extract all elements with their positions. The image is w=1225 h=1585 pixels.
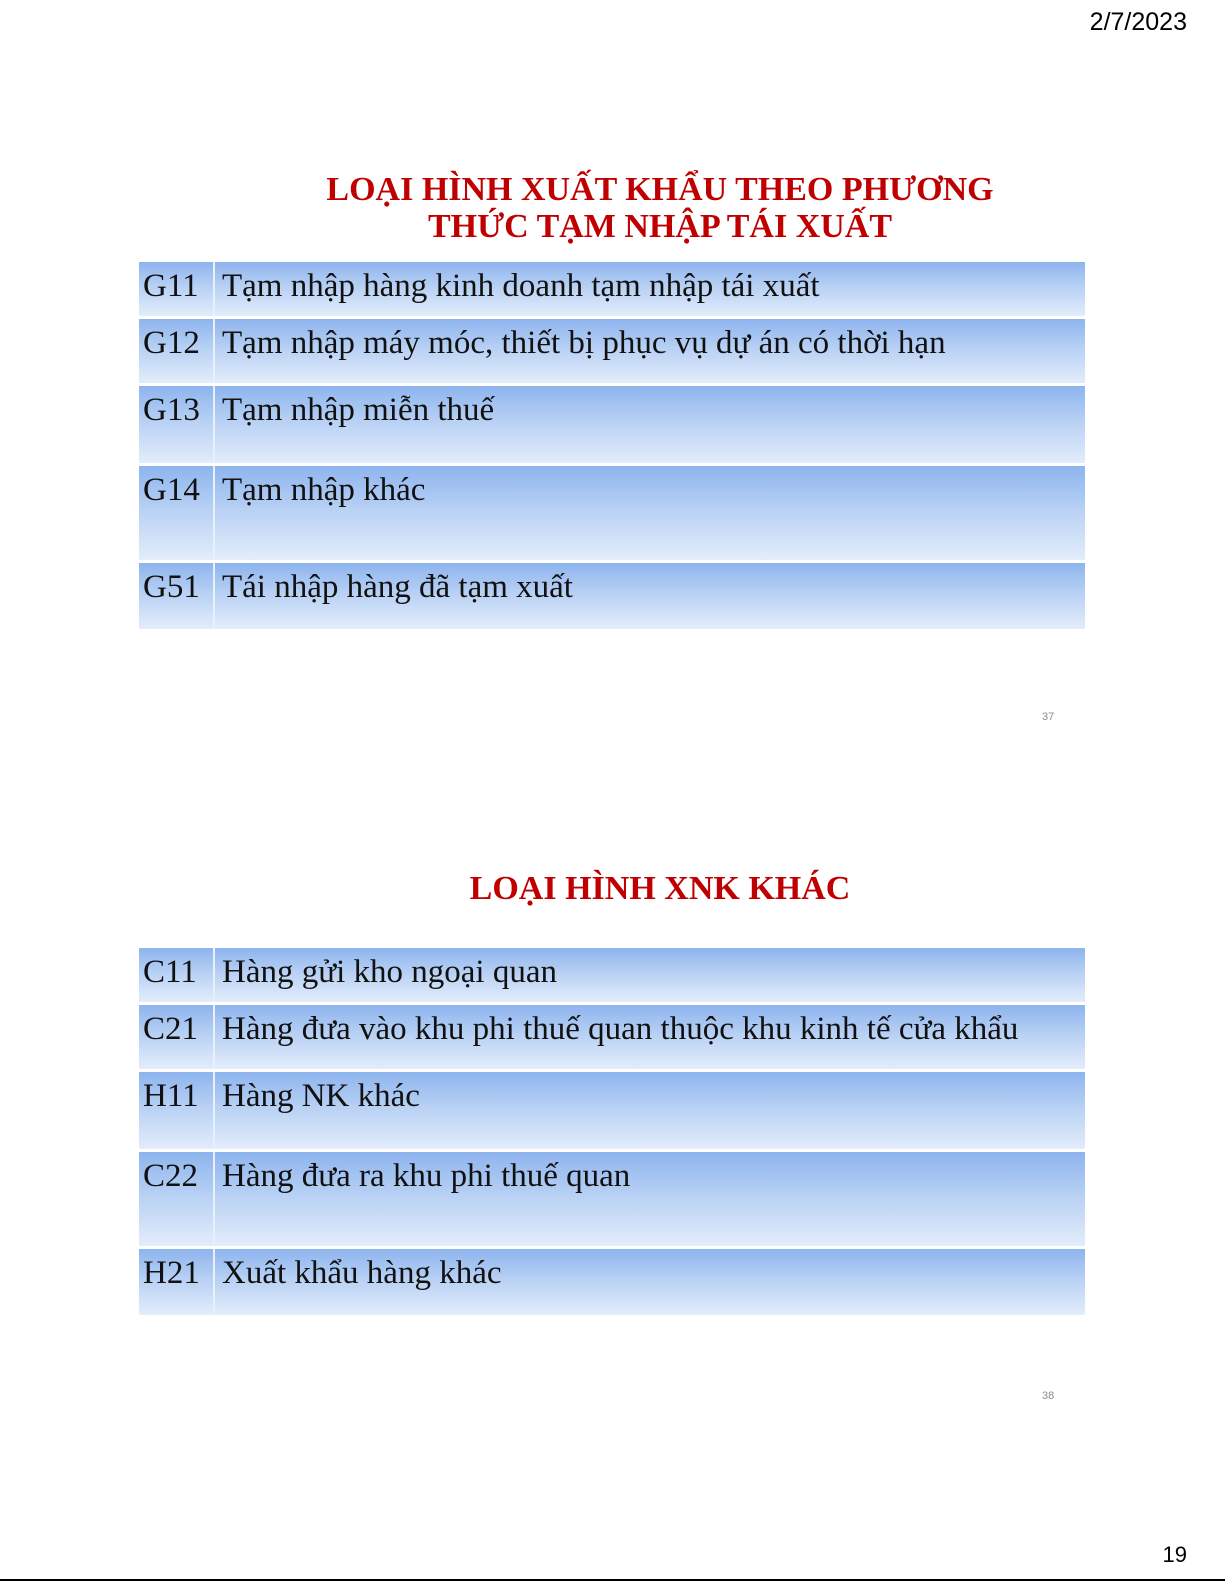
table-row: [139, 262, 1085, 316]
row-code: G13: [139, 386, 215, 463]
table-row: [139, 319, 1085, 383]
row-code: H21: [139, 1249, 215, 1315]
row-code: C11: [139, 948, 215, 1002]
row-description: Tạm nhập khác: [222, 472, 426, 508]
row-description: Hàng đưa vào khu phi thuế quan thuộc khu kinh tế cửa khẩu: [222, 1011, 1019, 1047]
table-row: [139, 1005, 1085, 1069]
page-number: 19: [1162, 1542, 1187, 1567]
row-description: Hàng gửi kho ngoại quan: [222, 954, 557, 990]
slide-number: 37: [1042, 711, 1055, 723]
row-code: G11: [139, 262, 215, 316]
table-row: [139, 1072, 1085, 1149]
slide-title: [140, 870, 1180, 907]
table-row: [139, 948, 1085, 1002]
row-code: C21: [139, 1005, 215, 1069]
row-description: Hàng đưa ra khu phi thuế quan: [222, 1158, 631, 1194]
slide-number: 38: [1042, 1390, 1055, 1402]
row-description: Tạm nhập hàng kinh doanh tạm nhập tái xuất: [222, 268, 820, 304]
row-description: Tạm nhập miễn thuế: [222, 392, 495, 428]
table-row: [139, 466, 1085, 560]
table-row: [139, 1152, 1085, 1246]
row-description: Xuất khẩu hàng khác: [222, 1255, 502, 1291]
slide-title-line: LOẠI HÌNH XUẤT KHẨU THEO PHƯƠNG: [326, 171, 994, 208]
row-code: C22: [139, 1152, 215, 1246]
row-code: G14: [139, 466, 215, 560]
document-date: 2/7/2023: [1089, 8, 1187, 36]
code-table: [139, 948, 1085, 1318]
row-code: G51: [139, 563, 215, 629]
table-row: [139, 1249, 1085, 1315]
row-description: Tạm nhập máy móc, thiết bị phục vụ dự án có thời hạn: [222, 325, 946, 361]
row-code: H11: [139, 1072, 215, 1149]
slide-title-line: THỨC TẠM NHẬP TÁI XUẤT: [427, 208, 893, 245]
row-code: G12: [139, 319, 215, 383]
code-table: [139, 262, 1085, 632]
slide-title: [140, 171, 1180, 245]
table-row: [139, 563, 1085, 629]
bottom-rule: [0, 1579, 1225, 1581]
row-description: Tái nhập hàng đã tạm xuất: [222, 569, 573, 605]
row-description: Hàng NK khác: [222, 1078, 420, 1114]
table-row: [139, 386, 1085, 463]
slide-title-line: LOẠI HÌNH XNK KHÁC: [469, 870, 851, 907]
